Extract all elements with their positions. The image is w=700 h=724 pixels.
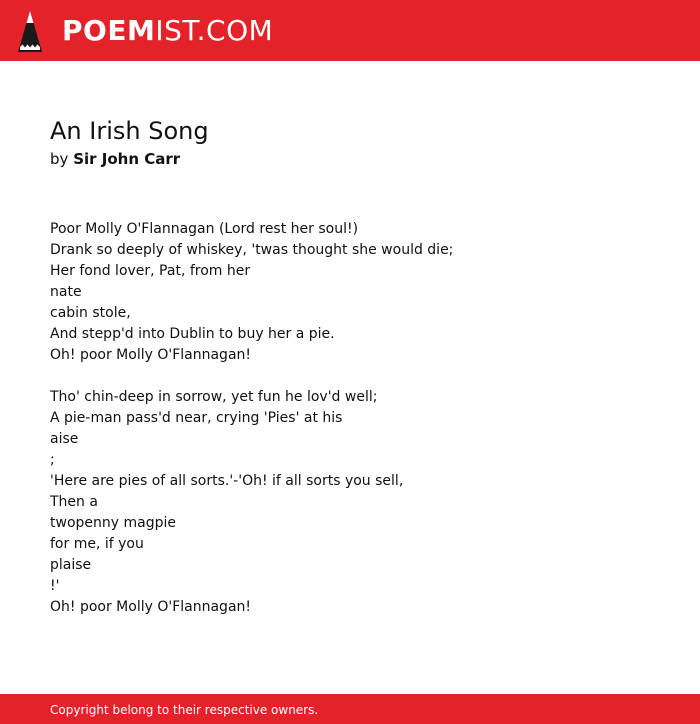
poem-line: Drank so deeply of whiskey, 'twas thought she would die; (50, 242, 454, 258)
pencil-tip-icon (18, 11, 42, 52)
poem-line: twopenny magpie (50, 515, 176, 531)
site-logo-link[interactable] (18, 10, 273, 52)
poem-line: A pie-man pass'd near, crying 'Pies' at his (50, 410, 343, 426)
poem-title: An Irish Song (50, 117, 209, 145)
stanza (50, 219, 453, 366)
logo-text-bold: POEM (62, 14, 156, 47)
site-logo-text (62, 14, 274, 47)
byline-label: by (50, 150, 69, 168)
poem-line: Oh! poor Molly O'Flannagan! (50, 347, 252, 363)
poem-line: !' (50, 578, 60, 594)
poem-line: plaise (50, 557, 92, 573)
poem-author: Sir John Carr (73, 150, 181, 168)
poem-line: ; (50, 452, 55, 468)
poem-line: aise (50, 431, 79, 447)
poem-line: Oh! poor Molly O'Flannagan! (50, 599, 252, 615)
poem-body (50, 219, 453, 618)
poem-line: nate (50, 284, 82, 300)
site-footer (0, 694, 700, 724)
poem-line: Then a (50, 494, 98, 510)
copyright-notice: Copyright belong to their respective owners. (50, 703, 319, 717)
stanza-break (50, 366, 453, 387)
poem-line: And stepp'd into Dublin to buy her a pie. (50, 326, 335, 342)
poem-line: cabin stole, (50, 305, 131, 321)
poem-byline (50, 148, 180, 170)
stanza (50, 387, 453, 618)
site-header (0, 0, 700, 61)
poem-line: 'Here are pies of all sorts.'-'Oh! if all sorts you sell, (50, 473, 404, 489)
poem-line: Tho' chin-deep in sorrow, yet fun he lov'd well; (50, 389, 378, 405)
poem-line: Her fond lover, Pat, from her (50, 263, 251, 279)
logo-text-light: IST.COM (155, 14, 274, 47)
poem-line: Poor Molly O'Flannagan (Lord rest her soul!) (50, 221, 359, 237)
poem-line: for me, if you (50, 536, 144, 552)
